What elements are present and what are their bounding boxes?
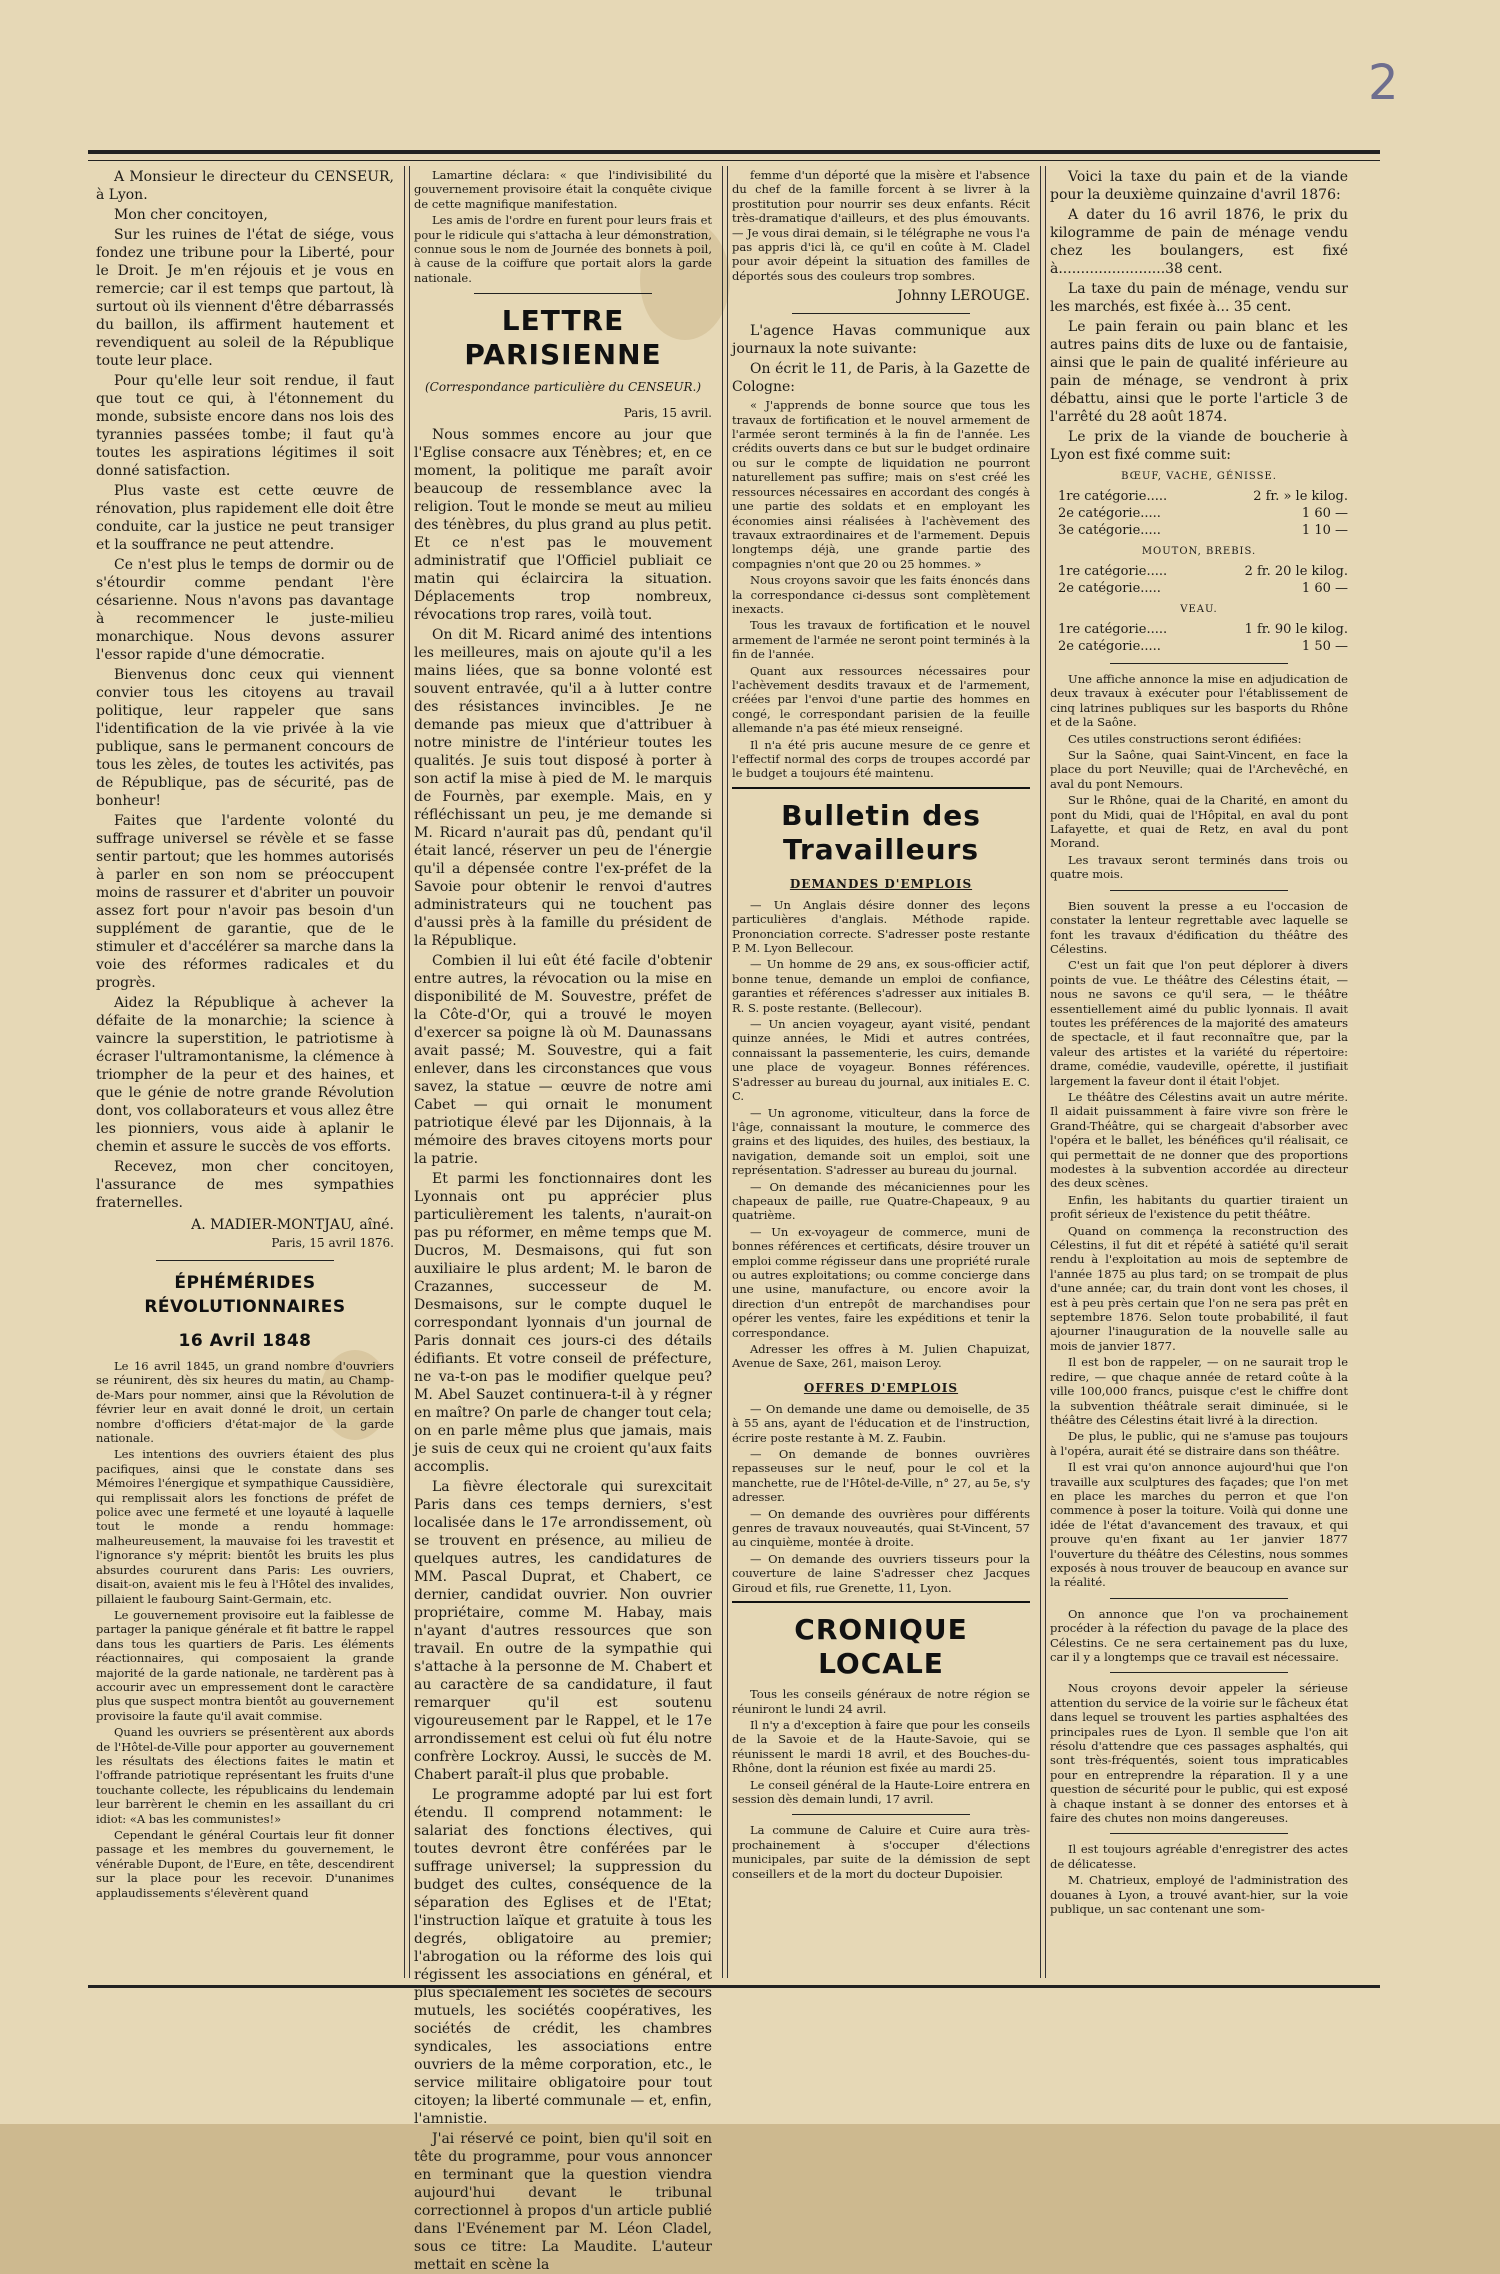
signature: Johnny LEROUGE. (897, 288, 1030, 305)
bottom-rule (88, 1985, 1380, 1991)
paragraph: Lamartine déclara: « que l'indivisibilité du gouvernement provisoire était la conquête civique de cette magnifique manifestation. (414, 168, 712, 211)
section-heading: 16 Avril 1848 (178, 1331, 312, 1351)
paragraph: On dit M. Ricard animé des intentions les meilleures, mais on ajoute qu'il a les mains liées, que sa bonne volonté est souvent entravée, qu'il a à lutter contre des résistances invincibles. Je ne demande pas mieux que d'attribuer à notre ministre de l'intérieur toutes les qualités. Je suis tout disposé à porter à son actif la mise à pied de M. le marquis de Fournès, par exemple. Mais, en y réfléchissant un peu, je me demande si M. Ricard n'aurait pas dû, pendant qu'il était lancé, réserver un peu de l'énergie qu'il a dépensée contre l'ex-préfet de la Savoie pour obtenir le renvoi d'autres administrateurs qui ne touchent pas d'aussi près à la famille du président de la République. (414, 627, 712, 950)
paragraph: L'agence Havas communique aux journaux la note suivante: (732, 323, 1030, 358)
paragraph: Et parmi les fonctionnaires dont les Lyonnais ont pu apprécier plus particulièrement les talents, n'aurait-on pas pu réformer, en même temps que M. Ducros, M. Desmaisons, qui fut son auxiliaire le plus ardent; M. le baron de Crazannes, successeur de M. Desmaisons, sur le compte duquel le correspondant lyonnais d'un journal de Paris donnait ces jours-ci des détails édifiants. Et votre conseil de préfecture, ne va-t-on pas le modifier quelque peu? M. Abel Sauzet continuera-t-il à y régner en maître? On parle de changer tout cela; on en parle même plus que jamais, mais je suis de ceux qui ne croient qu'aux faits accomplis. (414, 1171, 712, 1476)
price-cell: 1 60 — (1301, 506, 1348, 521)
separator-rule (1110, 890, 1288, 891)
paragraph: Tous les travaux de fortification et le nouvel armement de l'armée ne seront point terminés à la fin de l'année. (732, 618, 1030, 662)
price-cell: 1 60 — (1301, 581, 1348, 596)
column-divider (1040, 166, 1046, 1978)
separator-rule (1110, 1672, 1288, 1673)
paragraph: — On demande des ouvriers tisseurs pour la couverture de laine S'adresser chez Jacques Giroud et fils, rue Grenette, 11, Lyon. (732, 1551, 1030, 1595)
separator-rule (1110, 1598, 1288, 1599)
paragraph: Sur les ruines de l'état de siége, vous fondez une tribune pour la Liberté, pour le Droit. Je m'en réjouis et je vous en remercie; car il est temps que partout, là surtout où ils viennent d'être débarrassés du baillon, ils affirment hautement et revendiquent au soleil de la République toute leur place. (96, 227, 394, 369)
paragraph: — On demande des ouvrières pour différents genres de travaux nouveautés, quai St-Vincent, 57 au cinquième, montée à droite. (732, 1506, 1030, 1550)
paragraph: Sur la Saône, quai Saint-Vincent, en face la place du port Neuville; quai de l'Archevêché, en aval du pont Nemours. (1050, 748, 1348, 791)
price-row (1058, 580, 1348, 597)
paragraph: La fièvre électorale qui surexcitait Paris dans ces temps derniers, s'est localisée dans le 17e arrondissement, où se trouvent en présence, au milieu de quelques autres, les candidatures de MM. Pascal Duprat, et Chabert, ce dernier, candidat ouvrier. Non ouvrier propriétaire, comme M. Habay, mais n'ayant d'autres ressources que son travail. En outre de la sympathie qui s'attache à la personne de M. Chabert et au caractère de sa candidature, il faut remarquer qu'il est soutenu vigoureusement par le Rappel, et le 17e arrondissement est celui où fut élu notre confrère Lockroy. Aussi, le succès de M. Chabert paraît-il plus que probable. (414, 1479, 712, 1784)
section-heading: CRONIQUE LOCALE (794, 1613, 968, 1681)
paragraph: On écrit le 11, de Paris, à la Gazette de Cologne: (732, 361, 1030, 396)
section-rule (732, 1601, 1030, 1603)
paragraph: « J'apprends de bonne source que tous les travaux de fortification et le nouvel armement de l'armée seront terminés à la fin de l'année. Les crédits ouverts dans ce but sur le budget ordinaire ou sur le compte de liquidation ne pourront naturellement pas suffire; mais on s'est créé les ressources nécessaires en accordant des congés à une partie des soldats et en employant les économies ainsi réalisées à l'achèvement des travaux extraordinaires et de l'armement. Depuis longtemps déjà, une grande partie des compagnies n'ont que 20 ou 25 hommes. » (732, 398, 1030, 571)
paragraph: Tous les conseils généraux de notre région se réuniront le lundi 24 avril. (732, 1687, 1030, 1716)
price-cell: 2e catégorie..... (1058, 506, 1161, 521)
paragraph: Sur le Rhône, quai de la Charité, en amont du pont du Midi, quai de l'Hôpital, en aval du pont Lafayette, et quai de Retz, en aval du pont Morand. (1050, 793, 1348, 851)
paragraph: Ces utiles constructions seront édifiées: (1068, 731, 1302, 746)
paragraph: Les amis de l'ordre en furent pour leurs frais et pour le ridicule qui s'attacha à leur démonstration, connue sous le nom de Journée des bonnets à poil, à cause de la coiffure que portait alors la garde nationale. (414, 213, 712, 285)
paragraph: Le conseil général de la Haute-Loire entrera en session dès demain lundi, 17 avril. (732, 1777, 1030, 1806)
paragraph: Les travaux seront terminés dans trois ou quatre mois. (1050, 852, 1348, 882)
section-heading: ÉPHÉMÉRIDES RÉVOLUTIONNAIRES (144, 1273, 346, 1317)
table-heading: VEAU. (1180, 604, 1218, 615)
separator-rule (792, 1814, 970, 1815)
price-row (1058, 488, 1348, 505)
price-row (1058, 505, 1348, 522)
price-cell: 2e catégorie..... (1058, 581, 1161, 596)
paragraph: Le prix de la viande de boucherie à Lyon est fixé comme suit: (1050, 429, 1348, 463)
paragraph: Ce n'est plus le temps de dormir ou de s'étourdir comme pendant l'ère césarienne. Nous n'avons pas davantage à recommencer le juste-milieu monarchique. Nous devons assurer l'essor rapide d'une démocratie. (96, 557, 394, 663)
paragraph: M. Chatrieux, employé de l'administration des douanes à Lyon, a trouvé avant-hier, sur la voie publique, un sac contenant une som- (1050, 1873, 1348, 1917)
price-row (1058, 638, 1348, 655)
section-heading: LETTRE PARISIENNE (464, 304, 662, 372)
paragraph: De plus, le public, qui ne s'amuse pas toujours à l'opéra, aurait été se distraire dans son théâtre. (1050, 1429, 1348, 1458)
price-cell: 2e catégorie..... (1058, 639, 1161, 654)
subsection-heading: OFFRES D'EMPLOIS (803, 1380, 959, 1395)
paragraph: — Un homme de 29 ans, ex sous-officier actif, bonne tenue, demande un emploi de confiance, garanties et références s'adresser aux initiales B. R. S. poste restante. (Bellecour). (732, 957, 1030, 1015)
paragraph: — On demande une dame ou demoiselle, de 35 à 55 ans, ayant de l'éducation et de l'instruction, écrire poste restante à M. Z. Faubin. (732, 1401, 1030, 1445)
separator-rule (1110, 1833, 1288, 1834)
subheading: (Correspondance particulière du CENSEUR.) (424, 380, 702, 395)
paragraph: Aidez la République à achever la défaite de la monarchie; la science à vaincre la superstition, le patriotisme à écraser l'ultramontanisme, la clémence à triompher de la peur et des haines, et que le génie de notre grande Révolution dont, vos collaborateurs et vous allez être les pionniers, vous aide à aplanir le chemin et assure le succès de vos efforts. (96, 995, 394, 1155)
price-cell: 2 fr. » le kilog. (1253, 489, 1348, 504)
paragraph: Mon cher concitoyen, (114, 207, 268, 223)
paragraph: Cependant le général Courtais leur fit donner passage et les membres du gouvernement, le vénérable Dupont, de l'Eure, en tête, descendirent sur la place pour les recevoir. D'unanimes applaudissements s'élevèrent quand (96, 1828, 394, 1900)
top-rule (88, 150, 1380, 161)
separator-rule (156, 1260, 334, 1261)
paragraph: Bienvenus donc ceux qui viennent convier tous les citoyens au travail politique, leur rappeler que sans l'identification de la vie privée à la vie publique, sans le permanent concours de tous les zèles, de toutes les activités, pas de République, pas de sécurité, pas de bonheur! (96, 667, 394, 809)
paragraph: Il n'y a d'exception à faire que pour les conseils de la Savoie et de la Haute-Savoie, qui se réunissent le mardi 18 avril, et des Bouches-du-Rhône, dont la réunion est fixée au mardi 25. (732, 1717, 1030, 1776)
paragraph: Le théâtre des Célestins avait un autre mérite. Il aidait puissamment à faire vivre son frère le Grand-Théâtre, qui se chargeait d'absorber avec l'opéra et le ballet, les bénéfices qu'il réalisait, ce qui permettait de ne donner que des proportions modestes à la subvention accordée au directeur des deux scènes. (1050, 1089, 1348, 1191)
price-cell: 1re catégorie..... (1058, 622, 1168, 637)
dateline: Paris, 15 avril. (623, 406, 712, 421)
paragraph: femme d'un déporté que la misère et l'absence du chef de la famille forcent à se livrer à la prostitution pour nourrir ses deux enfants. Récit très-dramatique d'ailleurs, et des plus émouvants. — Je vous dirai demain, si le télégraphe ne vous l'a pas appris d'ici là, ce qu'il en coûte à M. Cladel pour avoir dépeint la situation des familles de déportés sous des couleurs trop sombres. (732, 168, 1030, 283)
paragraph: Recevez, mon cher concitoyen, l'assurance de mes sympathies fraternelles. (96, 1159, 394, 1211)
paragraph: Plus vaste est cette œuvre de rénovation, plus rapidement elle doit être conduite, car la justice ne peut transiger et la souffrance ne peut attendre. (96, 483, 394, 553)
price-cell: 1re catégorie..... (1058, 564, 1168, 579)
paragraph: Quand les ouvriers se présentèrent aux abords de l'Hôtel-de-Ville pour apporter au gouvernement les résultats des élections faites le matin et l'offrande patriotique représentant les fruits d'une touchante collecte, les républicains du lendemain leur barrèrent le chemin en les assaillant du cri idiot: «A bas les communistes!» (96, 1725, 394, 1826)
paragraph: — On demande de bonnes ouvrières repasseuses sur le neuf, pour le col et la manchette, rue de l'Hôtel-de-Ville, n° 27, au 5e, s'y adresser. (732, 1447, 1030, 1505)
paragraph: Une affiche annonce la mise en adjudication de deux travaux à exécuter pour l'établissement de cinq latrines publiques sur les basports du Rhône et de la Saône. (1050, 672, 1348, 730)
column-divider (722, 166, 728, 1978)
section-heading: Bulletin des Travailleurs (781, 798, 981, 866)
price-cell: 1 fr. 90 le kilog. (1244, 622, 1348, 637)
page-number: 2 (1368, 55, 1399, 111)
separator-rule (474, 293, 652, 294)
price-cell: 1re catégorie..... (1058, 489, 1168, 504)
column-2 (414, 168, 712, 2274)
paragraph: Il est vrai qu'on annonce aujourd'hui que l'on travaille aux sculptures des façades; que l'on met en place les marches du perron et que l'on commence à poser la toiture. Voilà qui donne une idée de l'état d'avancement des travaux, et qui prouve qu'en fixant au 1er janvier 1877 l'ouverture du théâtre des Célestins, nous sommes exposés à nous trouver de beaucoup en avance sur la réalité. (1050, 1460, 1348, 1590)
paragraph: J'ai réservé ce point, bien qu'il soit en tête du programme, pour vous annoncer en terminant que la question viendra aujourd'hui devant le tribunal correctionnel à propos d'un article publié dans l'Evénement par M. Léon Cladel, sous ce titre: La Maudite. L'auteur mettait en scène la (414, 2131, 712, 2274)
paragraph: Pour qu'elle leur soit rendue, il faut que tout ce qui, à l'étonnement du monde, subsiste encore dans nos lois des tyrannies passées tombe; il faut qu'à toutes les aspirations légitimes il soit donné satisfaction. (96, 373, 394, 479)
paragraph: Il n'a été pris aucune mesure de ce genre et l'effectif normal des corps de troupes accordé par le budget a toujours été maintenu. (732, 737, 1030, 781)
price-row (1058, 563, 1348, 580)
paragraph: La taxe du pain de ménage, vendu sur les marchés, est fixée à... 35 cent. (1050, 281, 1348, 315)
paragraph: Il est bon de rappeler, — on ne saurait trop le redire, — que chaque année de retard coûte à la ville 100,000 francs, puisque c'est le chiffre dont la subvention théâtrale serait diminuée, si le théâtre des Célestins était livré à la direction. (1050, 1355, 1348, 1427)
price-cell: 1 50 — (1301, 639, 1348, 654)
paragraph: Le pain ferain ou pain blanc et les autres pains dits de luxe ou de fantaisie, ainsi que le pain de qualité inférieure au pain de ménage, se vendront à prix débattu, ainsi que le porte l'article 3 de l'arrêté du 28 août 1874. (1050, 319, 1348, 425)
section-rule (732, 787, 1030, 789)
price-row (1058, 621, 1348, 638)
separator-rule (792, 313, 970, 314)
paragraph: Quant aux ressources nécessaires pour l'achèvement desdits travaux et de l'armement, créées par l'envoi d'une partie des hommes en congé, le correspondant parisien de la feuille allemande n'a pas été mieux renseigné. (732, 663, 1030, 736)
paragraph: Le gouvernement provisoire eut la faiblesse de partager la panique générale et fit battre le rappel dans tous les quartiers de Paris. Les éléments réactionnaires, qui composaient la grande majorité de la garde nationale, ne tardèrent pas à accourir avec un empressement dont le caractère plus que suspect montra bientôt au gouvernement provisoire la faute qu'il avait commise. (96, 1607, 394, 1723)
paragraph: Faites que l'ardente volonté du suffrage universel se révèle et se fasse sentir partout; que les hommes autorisés à parler en son nom se préoccupent moins de rassurer et d'abriter un pouvoir assez fort pour n'avoir pas besoin d'un supplément de garantie, que de le stimuler et d'accélérer sa marche dans la voie des réformes radicales et du progrès. (96, 813, 394, 991)
table-heading: BŒUF, VACHE, GÉNISSE. (1121, 471, 1277, 482)
paragraph: A dater du 16 avril 1876, le prix du kilogramme de pain de ménage vendu chez les boulangers, est fixé à........................38 cent. (1050, 207, 1348, 277)
paragraph: Quand on commença la reconstruction des Célestins, il fut dit et répété à satiété qu'il serait rendu à l'exploitation au mois de septembre de l'année 1875 au plus tard; on se trompait de plus d'une année; car, du train dont vont les choses, il est à peu près certain que l'on ne sera pas prêt en septembre 1876. Selon toute probabilité, il faut ajourner l'inauguration de la nouvelle salle au mois de janvier 1877. (1050, 1223, 1348, 1353)
price-row (1058, 522, 1348, 539)
paragraph: Enfin, les habitants du quartier tiraient un profit sérieux de l'existence du petit théâtre. (1050, 1192, 1348, 1222)
separator-rule (1110, 663, 1288, 664)
paragraph: — Un agronome, viticulteur, dans la force de l'âge, connaissant la mouture, le commerce des grains et des liquides, des huiles, des bestiaux, la navigation, demande soit un emploi, soit une représentation. S'adresser au bureau du journal. (732, 1105, 1030, 1178)
paragraph: — On demande des mécaniciennes pour les chapeaux de paille, rue Quatre-Chapeaux, 9 au quatrième. (732, 1179, 1030, 1223)
paragraph: Nous sommes encore au jour que l'Eglise consacre aux Ténèbres; et, en ce moment, la politique me paraît avoir beaucoup de ressemblance avec la religion. Tout le monde se meut au milieu des ténèbres, du plus grand au plus petit. Et ce n'est pas le mouvement administratif que l'Officiel publiait ce matin qui éclaircira la situation. Déplacements trop nombreux, révocations trop rares, voilà tout. (414, 427, 712, 624)
subsection-heading: DEMANDES D'EMPLOIS (789, 876, 973, 891)
paragraph: Le 16 avril 1845, un grand nombre d'ouvriers se réunirent, dès six heures du matin, au Champ-de-Mars pour nommer, ainsi que la Révolution de février leur en avait donné le droit, un certain nombre d'officiers d'état-major de la garde nationale. (96, 1359, 394, 1446)
paragraph: Voici la taxe du pain et de la viande pour la deuxième quinzaine d'avril 1876: (1050, 169, 1348, 203)
paragraph: Nous croyons savoir que les faits énoncés dans la correspondance ci-dessus sont complètement inexacts. (732, 573, 1030, 616)
price-cell: 1 10 — (1301, 523, 1348, 538)
paragraph: A Monsieur le directeur du CENSEUR, à Lyon. (96, 169, 394, 203)
price-cell: 2 fr. 20 le kilog. (1244, 564, 1348, 579)
paragraph: Les intentions des ouvriers étaient des plus pacifiques, ainsi que le constate dans ses Mémoires l'énergique et sympathique Caussidière, qui remplissait alors les fonctions de préfet de police avec une fermeté et une loyauté à laquelle tout le monde a rendu hommage: malheureusement, la mauvaise foi les travestit et l'ignorance s'y méprit: bientôt les bruits les plus absurdes coururent dans Paris: Les ouvriers, disait-on, avaient mis le feu à l'Hôtel des invalides, pillaient le faubourg Saint-Germain, etc. (96, 1447, 394, 1606)
paragraph: — Un ancien voyageur, ayant visité, pendant quinze années, le Midi et autres contrées, connaissant la passementerie, les cuirs, demande une place de voyageur. Bonnes références. S'adresser au bureau du journal, aux initiales E. C. C. (732, 1017, 1030, 1104)
column-divider (404, 166, 410, 1978)
paragraph: Il est toujours agréable d'enregistrer des actes de délicatesse. (1050, 1842, 1348, 1871)
column-3 (732, 168, 1030, 1983)
paragraph: Le programme adopté par lui est fort étendu. Il comprend notamment: le salariat des fonctions électives, qui toutes devront être conférées par le suffrage universel; la suppression du budget des cultes, conséquence de la séparation des Eglises et de l'Etat; l'instruction laïque et gratuite à tous les degrés, obligatoire au premier; l'abrogation ou la réforme des lois qui régissent les associations en général, et plus spécialement les sociétés de secours mutuels, les sociétés coopératives, les sociétés de crédit, les chambres syndicales, les associations entre ouvriers de la même corporation, etc., le service militaire obligatoire pour tout citoyen; la liberté communale — et, enfin, l'amnistie. (414, 1787, 712, 2128)
paragraph: Bien souvent la presse a eu l'occasion de constater la lenteur regrettable avec laquelle se font les travaux d'édification du théâtre des Célestins. (1050, 898, 1348, 956)
price-cell: 3e catégorie..... (1058, 523, 1161, 538)
paragraph: C'est un fait que l'on peut déplorer à divers points de vue. Le théâtre des Célestins était, — nous ne savons ce qu'il sera, — le théâtre essentiellement aimé du public lyonnais. Il avait toutes les préférences de la majorité des amateurs de spectacle, et il faut reconnaître que, par la valeur des artistes et la variété du répertoire: drame, comédie, vaudeville, opérette, il justifiait largement la faveur dont il était l'objet. (1050, 958, 1348, 1088)
paragraph: — Un ex-voyageur de commerce, muni de bonnes références et certificats, désire trouver un emploi comme régisseur dans une propriété rurale ou autres exploitations; ou comme concierge dans une usine, manufacture, ou encore avoir la direction d'un entrepôt de marchandises pour opérer les ventes, faire les expéditions et tenir la correspondance. (732, 1224, 1030, 1340)
paragraph: Adresser les offres à M. Julien Chapuizat, Avenue de Saxe, 261, maison Leroy. (732, 1342, 1030, 1371)
dateline: Paris, 15 avril 1876. (271, 1236, 394, 1250)
column-1 (96, 168, 394, 1983)
paragraph: — Un Anglais désire donner des leçons particulières d'anglais. Méthode rapide. Prononciation correcte. S'adresser poste restante P. M. Lyon Bellecour. (732, 897, 1030, 956)
signature: A. MADIER-MONTJAU, aîné. (191, 1217, 394, 1233)
paragraph: La commune de Caluire et Cuire aura très-prochainement à s'occuper d'élections municipales, par suite de la démission de sept conseillers et de la mort du docteur Dupoisier. (732, 1823, 1030, 1881)
table-heading: MOUTON, BREBIS. (1141, 546, 1257, 557)
column-4 (1050, 168, 1348, 1983)
paragraph: Nous croyons devoir appeler la sérieuse attention du service de la voirie sur le fâcheux état dans lequel se trouvent les parties asphaltées des principales rues de Lyon. Il semble que l'on ait résolu d'attendre que ces passages asphaltés, qui sont très-fréquentés, soient tous impraticables pour en entreprendre la réparation. Il y a une question de sécurité pour le public, qui est exposé à chaque instant à se donner des entorses et à faire des chutes non moins dangereuses. (1050, 1681, 1348, 1826)
paragraph: On annonce que l'on va prochainement procéder à la réfection du pavage de la place des Célestins. Ce ne sera certainement pas du luxe, car il y a longtemps que ce travail est nécessaire. (1050, 1606, 1348, 1664)
paragraph: Combien il lui eût été facile d'obtenir entre autres, la révocation ou la mise en disponibilité de M. Souvestre, préfet de la Côte-d'Or, qui a trouvé le moyen d'exercer sa poigne là où M. Daunassans avait passé; M. Souvestre, qui a fait enlever, dans les circonstances que vous savez, la statue — œuvre de notre ami Cabet — qui ornait le monument patriotique élevé par les Dijonnais, à la mémoire des braves citoyens morts pour la patrie. (414, 953, 712, 1168)
